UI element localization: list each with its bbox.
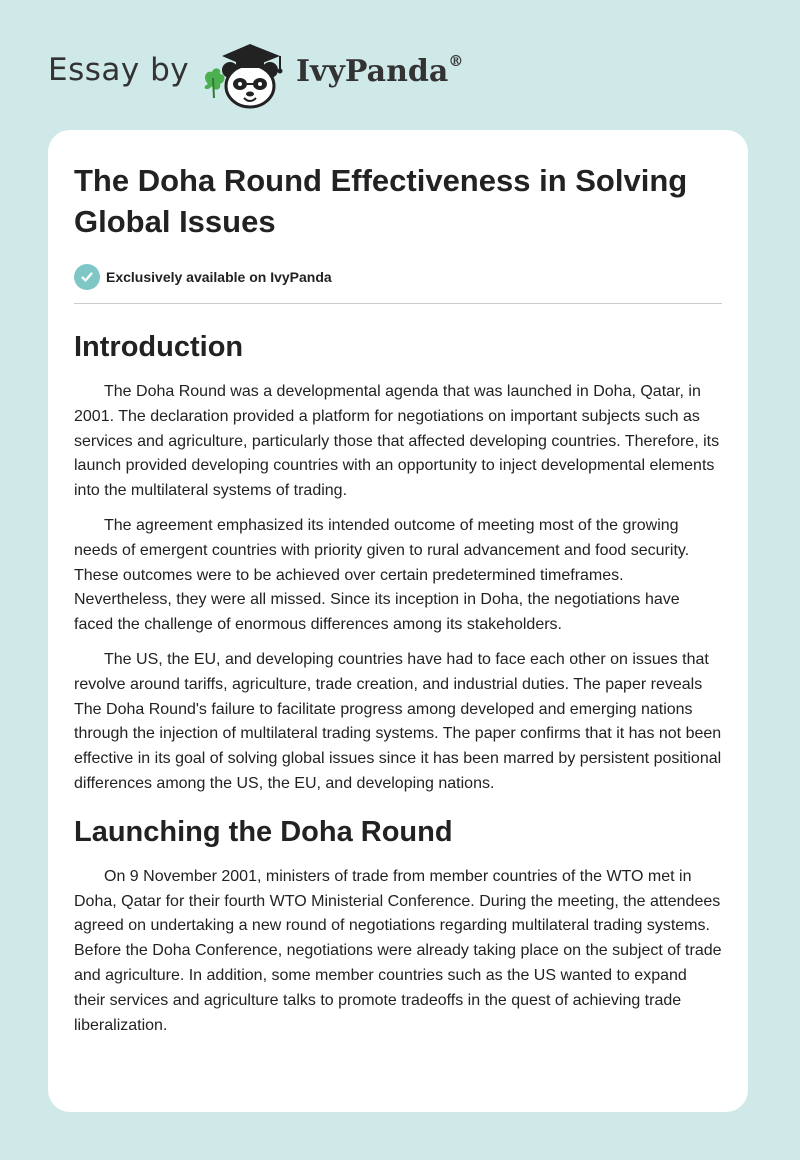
section-heading-introduction: Introduction [74,331,244,363]
section-heading-launching: Launching the Doha Round [74,815,453,848]
check-icon [74,264,100,290]
paragraph: On 9 November 2001, ministers of trade from member countries of the WTO met in Doha, Qatar for their fourth WTO Ministerial Conference. During the meeting, the attendees agreed on undertaking a new round of negotiations regarding multilateral trading systems. Before the Doha Conference, negotiations were already taking place on the subject of trade and agriculture. In addition, some member countries such as the US wanted to expand their services and agriculture talks to promote tradeoffs in the quest of achieving trade liberalization. [74,867,722,1034]
brand-text: IvyPanda [296,54,449,89]
brand-name[interactable] [296,54,463,89]
page-title: The Doha Round Effectiveness in Solving Global Issues [74,163,688,239]
essay-by-label: Essay by [48,52,190,88]
leaf-icon [205,68,225,89]
divider [74,303,722,304]
registered-mark: ® [448,52,464,70]
ivypanda-logo-icon[interactable] [200,34,296,110]
paragraph: The Doha Round was a developmental agenda that was launched in Doha, Qatar, in 2001. The declaration provided a platform for negotiations on important subjects such as services and agriculture, particularly those that affected developing countries. Therefore, its launch provided developing countries with an opportunity to inject developmental elements into the multilateral systems of trading. [74,383,720,500]
exclusive-badge-row [74,264,722,290]
site-header [48,32,648,112]
paragraph: The US, the EU, and developing countries have had to face each other on issues that revolve around tariffs, agriculture, trade creation, and industrial duties. The paper reveals The Doha Round's failure to facilitate progress among developed and emerging nations through the injection of multilateral trading systems. The paper confirms that it has not been effective in its goal of solving global issues since it has been marred by persistent positional differences among the US, the EU, and developing nations. [74,650,722,792]
exclusive-label: Exclusively available on IvyPanda [106,269,332,285]
paragraph: The agreement emphasized its intended outcome of meeting most of the growing needs of emergent countries with priority given to rural advancement and food security. These outcomes were to be achieved over certain predetermined timeframes. Nevertheless, they were all missed. Since its inception in Doha, the negotiations have faced the challenge of enormous differences among its stakeholders. [74,516,690,634]
essay-card [48,130,748,1112]
